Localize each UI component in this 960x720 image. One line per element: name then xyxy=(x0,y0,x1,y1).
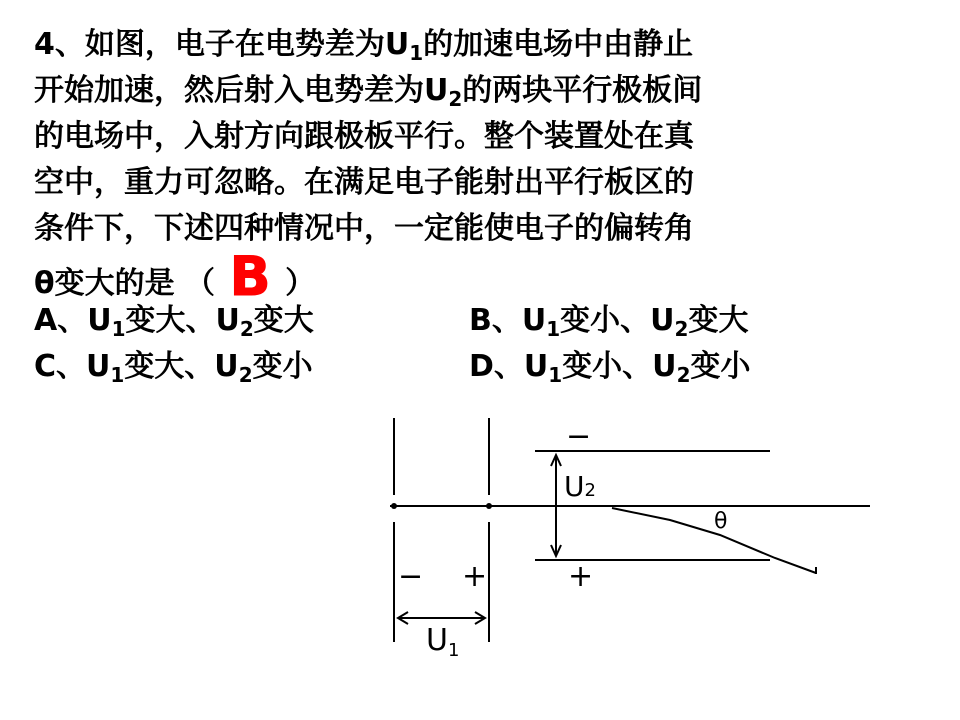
question-text: θ变大的是 （ xyxy=(34,266,216,301)
answer-mark: B xyxy=(229,245,271,308)
minus-left-label: − xyxy=(398,559,424,594)
options-row-1 xyxy=(34,298,934,344)
question-text: 的加速电场中由静止 xyxy=(423,27,694,62)
question-text: ） xyxy=(285,266,316,301)
plus-left-label: + xyxy=(462,559,488,594)
option-c: C、$U_1$变大、$U_2$变小 xyxy=(34,349,313,387)
question-text: 4、如图，电子在电势差为U xyxy=(34,27,410,62)
question-text: 的两块平行极板间 xyxy=(462,73,703,108)
minus-top-label: − xyxy=(566,419,592,454)
theta-label: θ xyxy=(714,509,728,534)
option-d: D、$U_1$变小、$U_2$变小 xyxy=(469,349,751,387)
question-block xyxy=(34,22,934,390)
option-a: A、$U_1$变大、$U_2$变大 xyxy=(34,303,314,341)
question-line-2 xyxy=(34,68,934,114)
question-line-6 xyxy=(34,245,934,308)
options-row-2 xyxy=(34,344,934,390)
u2-label: U2 xyxy=(564,470,596,503)
u1-label: $U_1$ xyxy=(426,623,460,661)
question-line-3: 的电场中，入射方向跟极板平行。整个装置处在真 xyxy=(34,119,694,154)
question-line-1 xyxy=(34,22,934,68)
option-b: B、$U_1$变小、$U_2$变大 xyxy=(469,303,749,341)
plus-bottom-label: + xyxy=(568,559,594,594)
apparatus-diagram xyxy=(380,410,880,670)
question-text: 开始加速，然后射入电势差为U xyxy=(34,73,449,108)
subscript: 1 xyxy=(409,41,424,65)
question-line-5: 条件下，下述四种情况中，一定能使电子的偏转角 xyxy=(34,211,694,246)
subscript: 2 xyxy=(448,87,463,111)
question-line-4: 空中，重力可忽略。在满足电子能射出平行板区的 xyxy=(34,165,694,200)
